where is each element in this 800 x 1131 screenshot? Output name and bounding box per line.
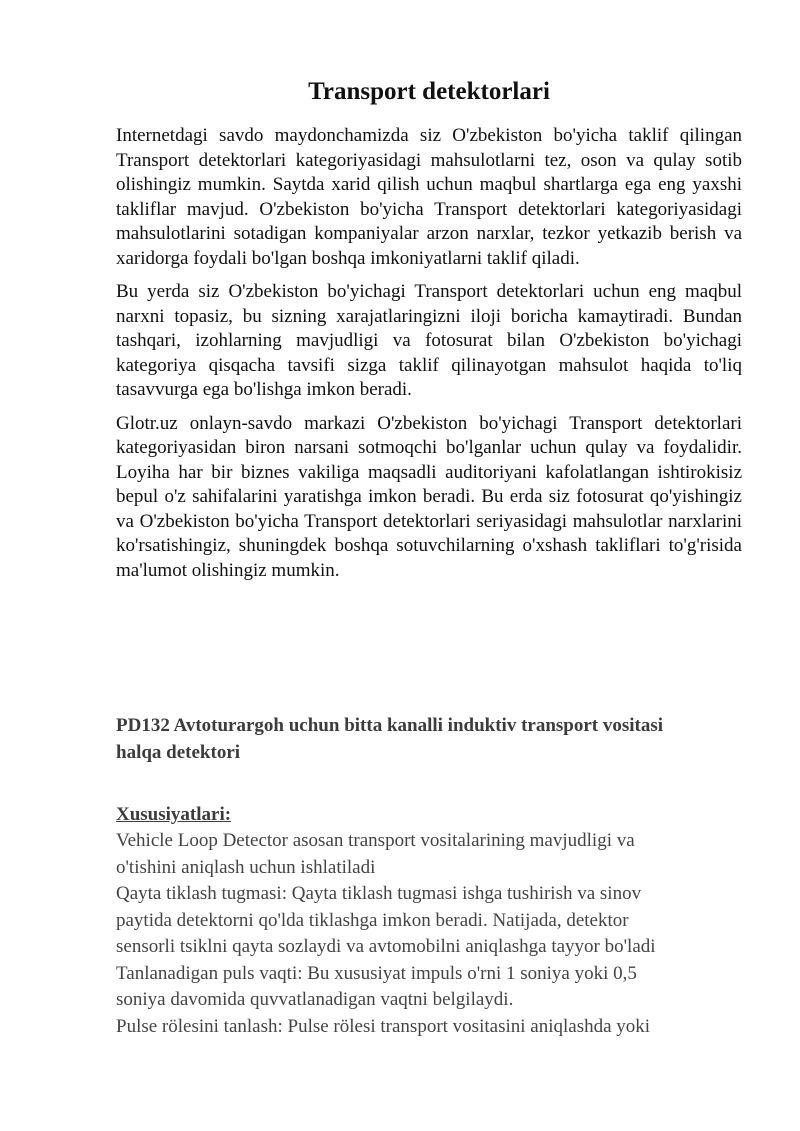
features-heading: Xususiyatlari: <box>116 804 232 825</box>
features-section <box>116 802 756 1040</box>
feature-line: Pulse rölesini tanlash: Pulse rölesi transport vositasini aniqlashda yoki <box>116 1015 651 1037</box>
intro-text <box>116 124 742 592</box>
product-title-line-2: halqa detektori <box>116 742 241 763</box>
feature-line: Vehicle Loop Detector asosan transport vositalarining mavjudligi va <box>116 830 635 851</box>
feature-line: Qayta tiklash tugmasi: Qayta tiklash tugmasi ishga tushirish va sinov <box>116 883 642 904</box>
feature-line: Tanlanadigan puls vaqti: Bu xususiyat impuls o'rni 1 soniya yoki 0,5 <box>116 962 637 984</box>
feature-line: sensorli tsiklni qayta sozlaydi va avtomobilni aniqlashga tayyor bo'ladi <box>116 936 656 957</box>
feature-line: paytida detektorni qo'lda tiklashga imkon beradi. Natijada, detektor <box>116 909 629 931</box>
product-title-line-1: PD132 Avtoturargoh uchun bitta kanalli induktiv transport vositasi <box>116 715 664 736</box>
feature-line: soniya davomida quvvatlanadigan vaqtni belgilaydi. <box>116 989 514 1010</box>
page-title: Transport detektorlari <box>308 78 550 105</box>
intro-paragraph-2: Bu yerda siz O'zbekiston bo'yichagi Transport detektorlari uchun eng maqbul narxni topasiz, bu sizning xarajatlaringizni iloji boricha kamaytiradi. Bundan tashqari, izohlarning mavjudligi va fotosurat bilan O'zbekiston bo'yichagi kategoriya qisqacha tavsifi sizga taklif qilinayotgan mahsulot haqida to'liq tasavvurga ega bo'lishga imkon beradi. <box>116 281 742 400</box>
feature-line: o'tishini aniqlash uchun ishlatiladi <box>116 856 376 878</box>
intro-paragraph-3: Glotr.uz onlayn-savdo markazi O'zbekiston bo'yichagi Transport detektorlari kategoriyasidan biron narsani sotmoqchi bo'lganlar uchun qulay va foydalidir. Loyiha har bir biznes vakiliga maqsadli auditoriyani kafolatlangan ishtirokisiz bepul o'z sahifalarini yaratishga imkon beradi. Bu erda siz fotosurat qo'yishingiz va O'zbekiston bo'yicha Transport detektorlari seriyasidagi mahsulotlar narxlarini ko'rsatishingiz, shuningdek boshqa sotuvchilarning o'xshash takliflari to'g'risida ma'lumot olishingiz mumkin. <box>116 412 742 581</box>
intro-paragraph-1: Internetdagi savdo maydonchamizda siz O'zbekiston bo'yicha taklif qilingan Transport detektorlari kategoriyasidagi mahsulotlarni tez, oson va qulay sotib olishingiz mumkin. Saytda xarid qilish uchun maqbul shartlarga ega eng yaxshi takliflar mavjud. O'zbekiston bo'yicha Transport detektorlari kategoriyasidagi mahsulotlarini sotadigan kompaniyalar arzon narxlar, tezkor yetkazib berish va xaridorga foydali bo'lgan boshqa imkoniyatlarni taklif qiladi. <box>116 125 742 269</box>
features-list <box>116 828 756 1040</box>
product-title <box>116 712 756 766</box>
